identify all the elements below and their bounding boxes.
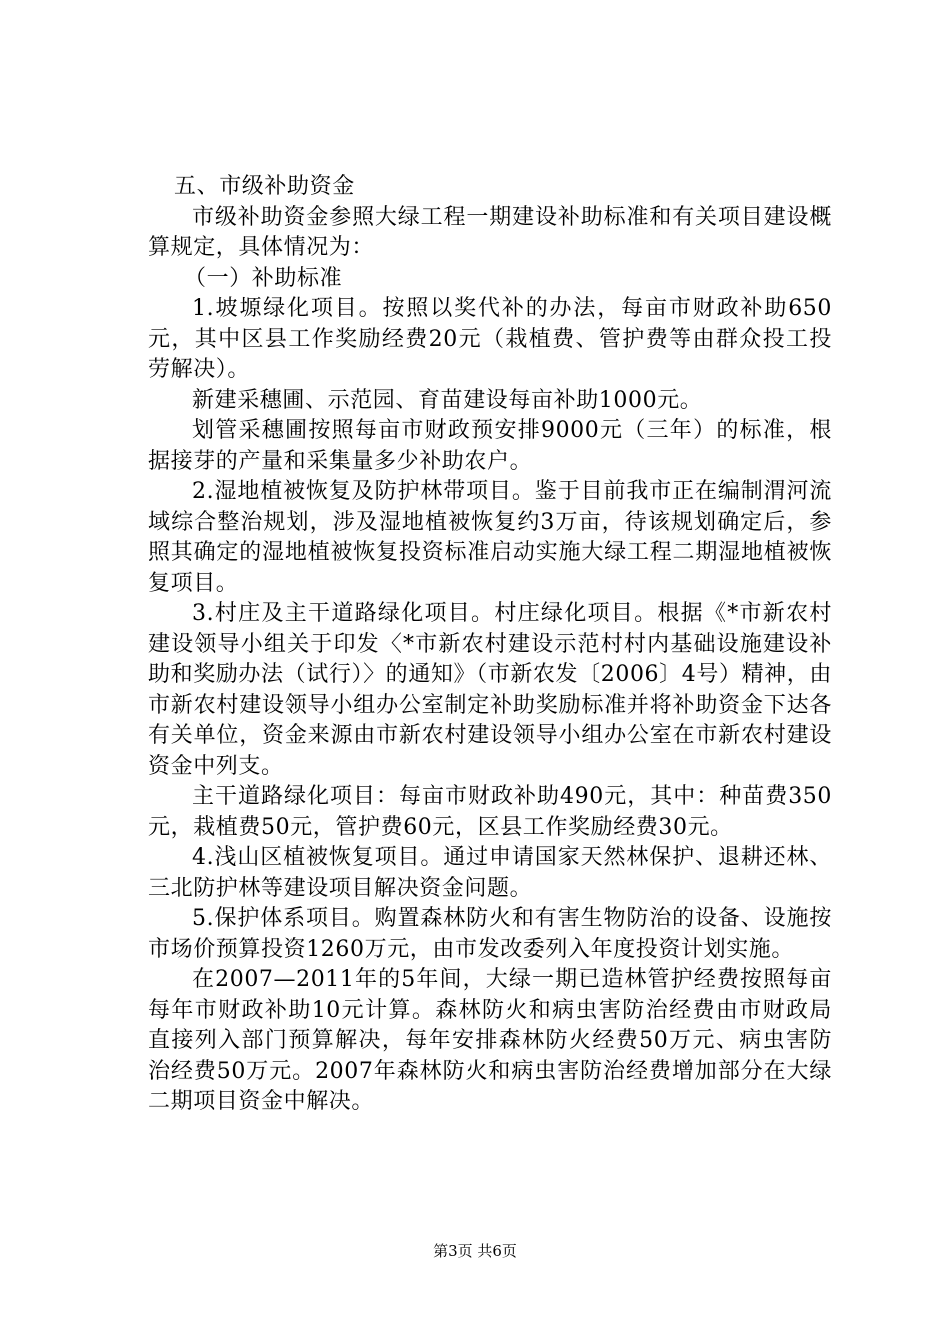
paragraph-scion-garden: 划管采穗圃按照每亩市财政预安排9000元（三年）的标准，根据接芽的产量和采集量多少补助农户。 (148, 418, 832, 474)
paragraph-village-greening: 3.村庄及主干道路绿化项目。村庄绿化项目。根据《*市新农村建设领导小组关于印发〈*市新农村建设示范村村内基础设施建设补助和奖励办法（试行）〉的通知》（市新农发〔2006〕4号）精神，由市新农村建设领导小组办公室制定补助奖励标准并将补助资金下达各有关单位，资金来源由市新农村建设领导小组办公室在市新农村建设资金中列支。 (148, 601, 832, 779)
paragraph-slope-greening: 1.坡塬绿化项目。按照以奖代补的办法，每亩市财政补助650元，其中区县工作奖励经费20元（栽植费、管护费等由群众投工投劳解决）。 (148, 296, 832, 382)
paragraph-management-funds: 在2007—2011年的5年间，大绿一期已造林管护经费按照每亩每年市财政补助10元计算。森林防火和病虫害防治经费由市财政局直接列入部门预算解决，每年安排森林防火经费50万元、病虫害防治经费50万元。2007年森林防火和病虫害防治经费增加部分在大绿二期项目资金中解决。 (148, 967, 832, 1114)
subheading-subsidy-standard: （一）补助标准 (184, 265, 343, 291)
paragraph-shallow-mountain: 4.浅山区植被恢复项目。通过申请国家天然林保护、退耕还林、三北防护林等建设项目解决资金问题。 (148, 845, 832, 901)
paragraph-main-road: 主干道路绿化项目：每亩市财政补助490元，其中：种苗费350元，栽植费50元，管护费60元，区县工作奖励经费30元。 (148, 784, 832, 840)
document-body (148, 172, 832, 1118)
page-number-footer: 第3页 共6页 (433, 1242, 517, 1260)
paragraph-new-nursery: 新建采穗圃、示范园、育苗建设每亩补助1000元。 (192, 387, 703, 413)
paragraph-protection-system: 5.保护体系项目。购置森林防火和有害生物防治的设备、设施按市场价预算投资1260万元，由市发改委列入年度投资计划实施。 (148, 906, 832, 962)
paragraph-wetland: 2.湿地植被恢复及防护林带项目。鉴于目前我市正在编制渭河流域综合整治规划，涉及湿地植被恢复约3万亩，待该规划确定后，参照其确定的湿地植被恢复投资标准启动实施大绿工程二期湿地植被恢复项目。 (148, 479, 832, 596)
paragraph-intro: 市级补助资金参照大绿工程一期建设补助标准和有关项目建设概算规定，具体情况为： (148, 204, 832, 260)
section-heading: 五、市级补助资金 (174, 174, 355, 199)
